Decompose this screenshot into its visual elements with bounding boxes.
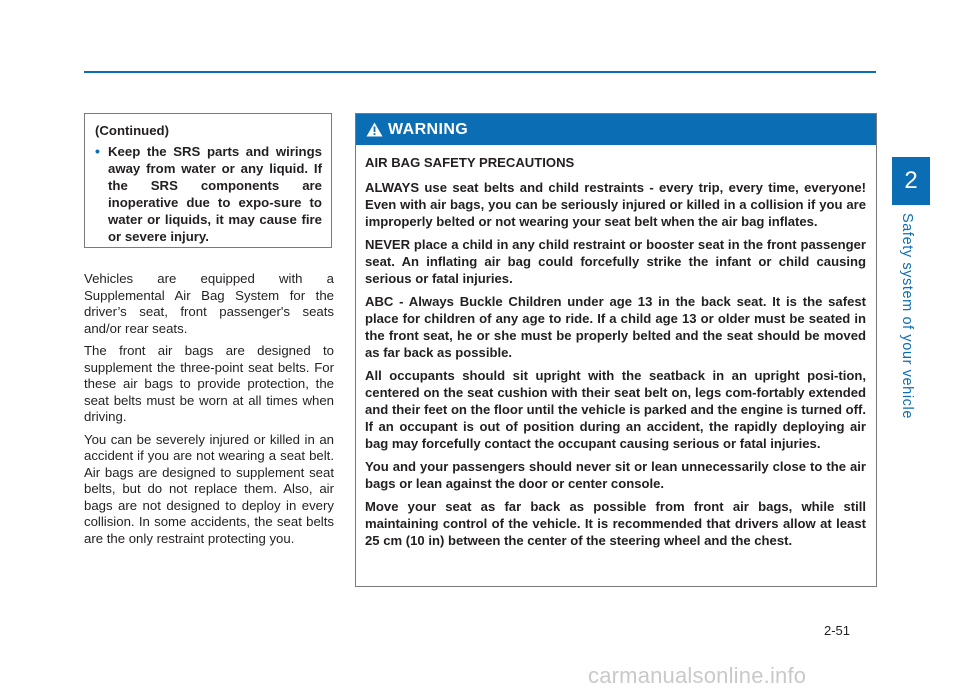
chapter-side-title <box>899 213 923 419</box>
warning-body <box>356 145 876 549</box>
warning-box <box>355 113 877 587</box>
chapter-number: 2 <box>904 167 918 194</box>
warning-paragraph: NEVER place a child in any child restraint or booster seat in the front passenger seat. An inflating air bag could forcefully strike the infant or child causing serious or fatal injuries. <box>365 237 866 286</box>
caution-item <box>95 143 322 245</box>
warning-paragraph: All occupants should sit upright with the seatback in an upright posi-tion, centered on the seat cushion with their seat belt on, legs com-fortably extended and their feet on the floor until the vehicle is parked and the engine is turned off. If an occupant is out of position during an accident, the rapidly deploying air bag may forcefully contact the occupant causing serious or fatal injuries. <box>365 368 866 451</box>
warning-triangle-icon <box>366 122 383 137</box>
continued-caution-box <box>84 113 332 248</box>
bullet-icon: • <box>95 143 100 159</box>
warning-paragraph: Move your seat as far back as possible from front air bags, while still maintaining control of the vehicle. It is recommended that drivers allow at least 25 cm (10 in) between the center of the steering wheel and the chest. <box>365 499 866 548</box>
warning-paragraph: ABC - Always Buckle Children under age 13 in the back seat. It is the safest place for children of any age to ride. If a child age 13 or older must be seated in the front seat, he or she must be properly belted and the seat should be moved as far back as possible. <box>365 294 866 360</box>
header-rule <box>84 71 876 73</box>
warning-title: AIR BAG SAFETY PRECAUTIONS <box>365 155 575 170</box>
warning-header <box>356 114 876 145</box>
continued-label: (Continued) <box>95 123 169 138</box>
chapter-title: Safety system of your vehicle <box>899 213 915 419</box>
body-text-column <box>84 271 334 553</box>
body-paragraph: You can be severely injured or killed in an accident if you are not wearing a seat belt. Air bags are designed to supplement seat belts, but do not replace them. Also, air bags are not designed to deploy in every collision. In some accidents, the seat belts are the only restraint protecting you. <box>84 431 334 546</box>
body-paragraph: Vehicles are equipped with a Supplemental Air Bag System for the driver’s seat, front passenger's seats and/or rear seats. <box>84 271 334 336</box>
watermark: carmanualsonline.info <box>588 663 807 688</box>
warning-paragraph: You and your passengers should never sit or lean unnecessarily close to the air bags or lean against the door or center console. <box>365 459 866 491</box>
body-paragraph: The front air bags are designed to supplement the three-point seat belts. For these air bags to provide protection, the seat belts must be worn at all times when driving. <box>84 343 334 424</box>
warning-paragraph: ALWAYS use seat belts and child restraints - every trip, every time, everyone! Even with air bags, you can be seriously injured or killed in a collision if you are improperly belted or not wearing your seat belt when the air bag inflates. <box>365 180 866 229</box>
warning-label: WARNING <box>388 120 469 138</box>
chapter-number-tab <box>892 157 930 205</box>
caution-item-text: Keep the SRS parts and wirings away from water or any liquid. If the SRS components are inoperative due to expo-sure to water or liquids, it may cause fire or severe injury. <box>108 144 322 244</box>
page-number: 2-51 <box>824 623 851 638</box>
